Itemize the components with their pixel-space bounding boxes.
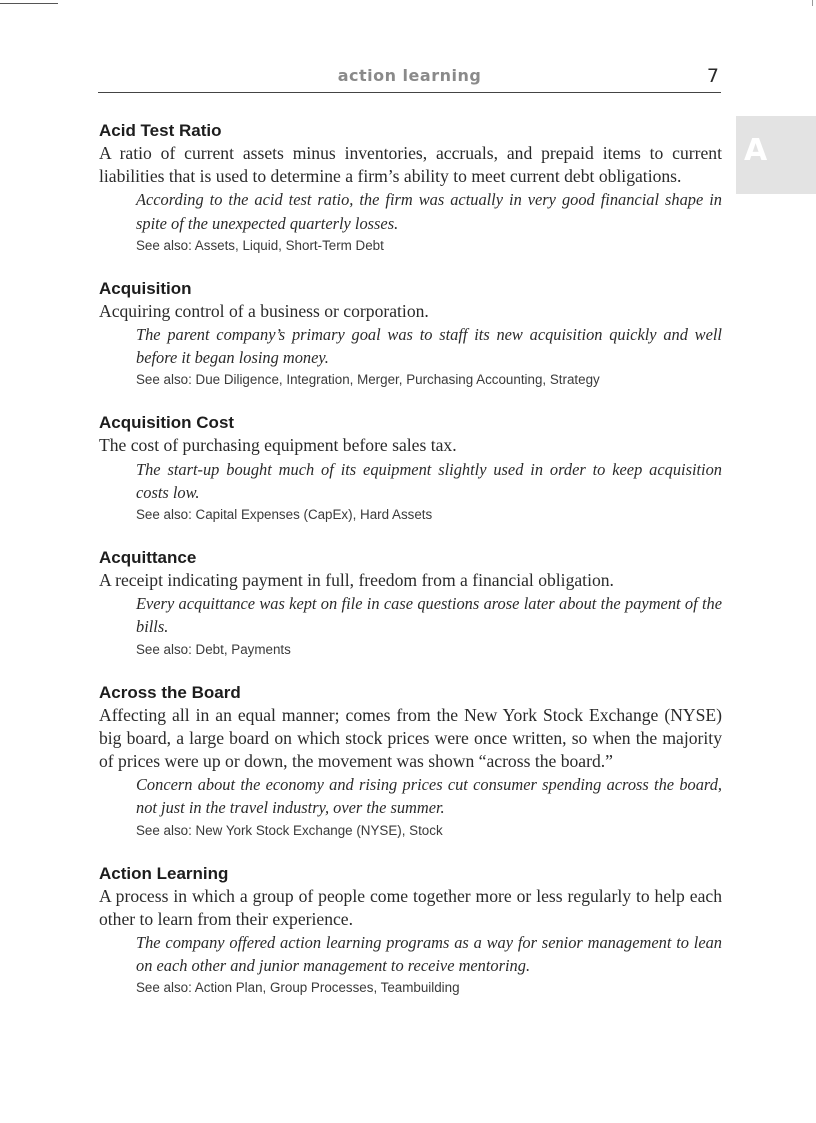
entry-definition: Affecting all in an equal manner; comes from the New York Stock Exchange (NYSE) big board, a large board on which stock prices were once written, so when the majority of prices were up or down, the movement was shown “across the board.” [99, 704, 722, 772]
entry-term: Acid Test Ratio [99, 121, 222, 140]
entry-definition: A process in which a group of people come together more or less regularly to help each other to learn from their experience. [99, 885, 722, 929]
page-number: 7 [706, 65, 719, 87]
glossary-entry [99, 277, 722, 392]
glossary-entry [99, 119, 722, 257]
thumb-index-letter: A [744, 133, 768, 168]
glossary-entry [99, 862, 722, 1000]
entry-term: Action Learning [99, 863, 229, 883]
running-head [98, 62, 721, 93]
glossary-entry [99, 411, 722, 526]
entry-definition: Acquiring control of a business or corporation. [99, 300, 429, 321]
entry-definition: The cost of purchasing equipment before sales tax. [99, 435, 457, 456]
thumb-index-tab [736, 116, 816, 194]
entry-term: Acquisition [99, 278, 192, 298]
entry-term: Acquisition Cost [99, 413, 235, 433]
glossary-entry [99, 546, 722, 661]
entry-see-also: See also: Due Diligence, Integration, Merger, Purchasing Accounting, Strategy [136, 372, 600, 388]
entry-term: Acquittance [99, 548, 197, 568]
entry-example: According to the acid test ratio, the firm was actually in very good financial shape in spite of the unexpected quarterly losses. [136, 190, 722, 233]
entry-see-also: See also: Action Plan, Group Processes, Teambuilding [136, 980, 460, 996]
crop-mark-left [0, 3, 58, 4]
entry-see-also: See also: New York Stock Exchange (NYSE), Stock [136, 822, 443, 838]
glossary-entry [99, 681, 722, 842]
entry-term: Across the Board [99, 682, 241, 702]
entry-see-also: See also: Capital Expenses (CapEx), Hard Assets [136, 507, 433, 523]
entry-definition: A ratio of current assets minus inventories, accruals, and prepaid items to current liabilities that is used to determine a firm’s ability to meet current debt obligations. [99, 143, 722, 187]
entry-example: The company offered action learning programs as a way for senior management to lean on each other and junior management to receive mentoring. [136, 933, 722, 976]
entry-example: The parent company’s primary goal was to staff its new acquisition quickly and well before it began losing money. [136, 325, 722, 368]
entry-definition: A receipt indicating payment in full, freedom from a financial obligation. [99, 570, 614, 591]
crop-mark-right [812, 0, 813, 6]
glossary-entries [99, 119, 722, 1019]
entry-example: Concern about the economy and rising prices cut consumer spending across the board, not just in the travel industry, over the summer. [136, 775, 722, 818]
running-title: action learning [337, 66, 482, 85]
entry-example: Every acquittance was kept on file in case questions arose later about the payment of the bills. [136, 594, 722, 637]
entry-see-also: See also: Assets, Liquid, Short-Term Debt [136, 237, 384, 253]
entry-see-also: See also: Debt, Payments [136, 641, 291, 657]
entry-example: The start-up bought much of its equipment slightly used in order to keep acquisition costs low. [136, 459, 722, 502]
